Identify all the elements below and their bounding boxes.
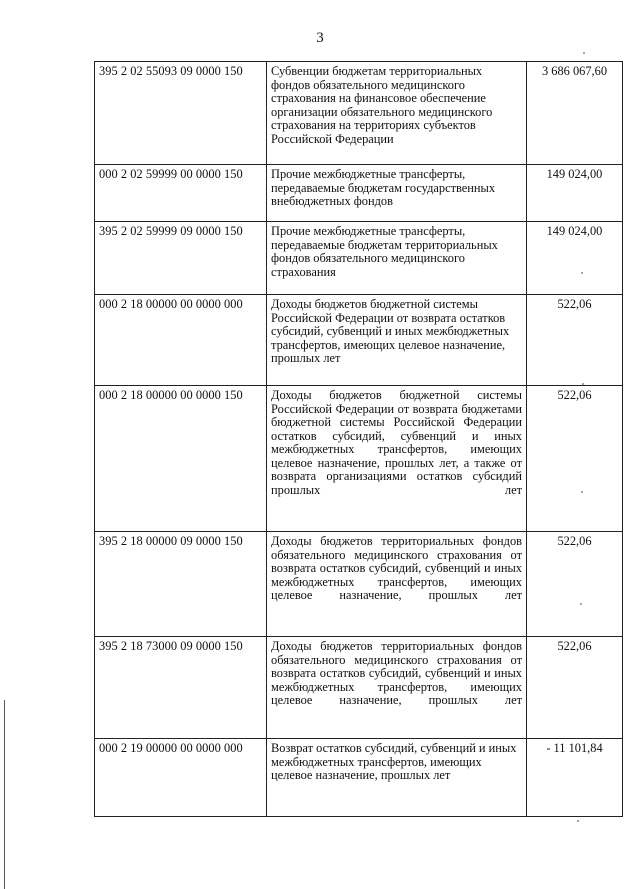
budget-code-cell: 395 2 02 59999 09 0000 150 [95, 222, 267, 295]
table-row [95, 295, 623, 386]
amount-cell: 522,06 [527, 386, 623, 532]
budget-code-cell: 395 2 18 00000 09 0000 150 [95, 532, 267, 637]
scan-speck [581, 272, 583, 274]
amount-cell: 522,06 [527, 532, 623, 637]
amount-cell: 522,06 [527, 295, 623, 386]
amount-cell: - 11 101,84 [527, 739, 623, 817]
budget-code-cell: 000 2 19 00000 00 0000 000 [95, 739, 267, 817]
table-row [95, 222, 623, 295]
amount-cell: 149 024,00 [527, 222, 623, 295]
table-row [95, 62, 623, 165]
scan-speck [580, 603, 582, 605]
description-cell: Доходы бюджетов бюджетной системы Российской Федерации от возврата остатков субсидий, субвенций и иных межбюджетных трансфертов, имеющих целевое назначение, прошлых лет [267, 295, 527, 386]
description-cell: Прочие межбюджетные трансферты, передаваемые бюджетам территориальных фондов обязательного медицинского страхования [267, 222, 527, 295]
amount-cell: 149 024,00 [527, 165, 623, 222]
table-row [95, 739, 623, 817]
scan-speck [583, 52, 585, 54]
budget-table [94, 61, 623, 817]
scan-speck [577, 820, 579, 822]
description-cell: Доходы бюджетов территориальных фондов обязательного медицинского страхования от возврата остатков субсидий, субвенций и иных межбюджетных трансфертов, имеющих целевое назначение, прошлых лет [267, 637, 527, 739]
budget-code-cell: 000 2 18 00000 00 0000 000 [95, 295, 267, 386]
description-cell: Доходы бюджетов бюджетной системы Российской Федерации от возврата бюджетами бюджетной системы Российской Федерации остатков субсидий, субвенций и иных межбюджетных трансфертов, имеющих целевое назначение, прошлых лет, а также от возврата организациями остатков субсидий прошлых лет [267, 386, 527, 532]
description-cell: Прочие межбюджетные трансферты, передаваемые бюджетам государственных внебюджетных фондов [267, 165, 527, 222]
scan-edge-line [4, 700, 5, 889]
page-number: 3 [316, 30, 324, 46]
table-row [95, 637, 623, 739]
description-cell: Доходы бюджетов территориальных фондов обязательного медицинского страхования от возврата остатков субсидий, субвенций и иных межбюджетных трансфертов, имеющих целевое назначение, прошлых лет [267, 532, 527, 637]
amount-cell: 3 686 067,60 [527, 62, 623, 165]
scan-speck [581, 491, 583, 493]
budget-code-cell: 395 2 02 55093 09 0000 150 [95, 62, 267, 165]
table-row [95, 532, 623, 637]
budget-code-cell: 000 2 18 00000 00 0000 150 [95, 386, 267, 532]
description-cell: Субвенции бюджетам территориальных фондов обязательного медицинского страхования на финансовое обеспечение организации обязательного медицинского страхования на территориях субъектов Российской Федерации [267, 62, 527, 165]
amount-cell: 522,06 [527, 637, 623, 739]
budget-code-cell: 000 2 02 59999 00 0000 150 [95, 165, 267, 222]
scan-speck [582, 383, 584, 385]
table-row [95, 386, 623, 532]
budget-code-cell: 395 2 18 73000 09 0000 150 [95, 637, 267, 739]
table-row [95, 165, 623, 222]
description-cell: Возврат остатков субсидий, субвенций и иных межбюджетных трансфертов, имеющих целевое назначение, прошлых лет [267, 739, 527, 817]
